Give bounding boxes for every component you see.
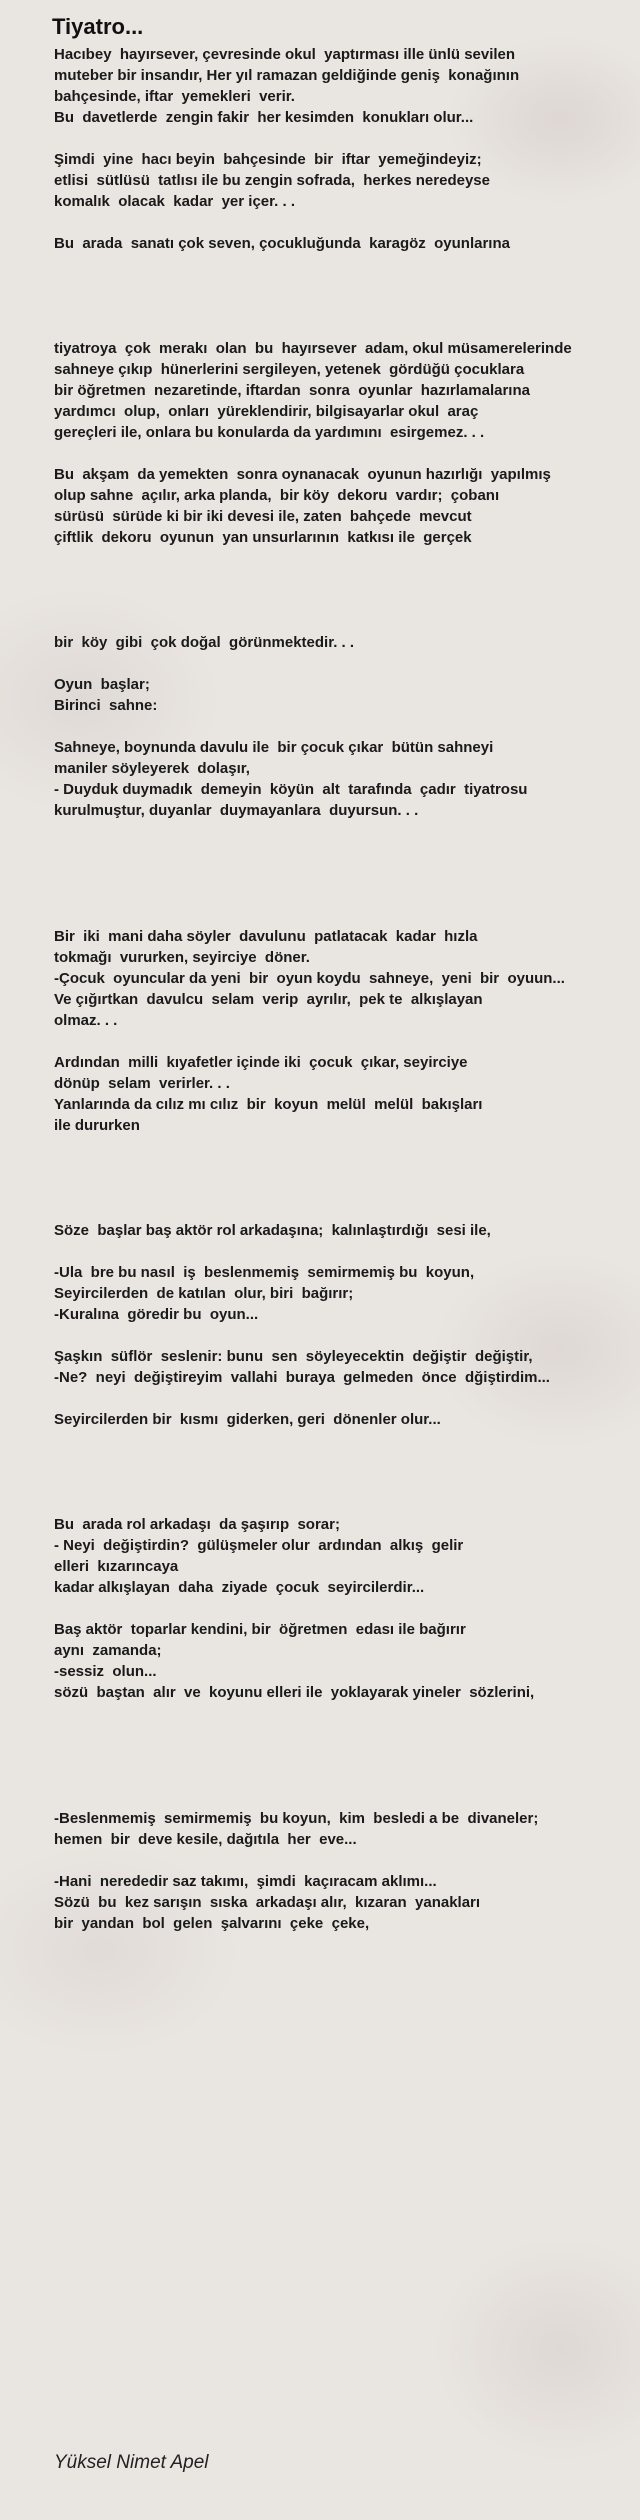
poem-line: Söze başlar baş aktör rol arkadaşına; kalınlaştırdığı sesi ile, <box>54 1222 491 1239</box>
poem-line: sözü baştan alır ve koyunu elleri ile yoklayarak yineler sözlerini, <box>54 1684 535 1701</box>
poem-line: kadar alkışlayan daha ziyade çocuk seyircilerdir... <box>54 1579 425 1596</box>
stanza-spacer <box>54 275 629 296</box>
poem-line: yardımcı olup, onları yüreklendirir, bilgisayarlar okul araç <box>54 403 479 420</box>
stanza-spacer <box>54 1451 629 1472</box>
poem-line: -Hani nerededir saz takımı, şimdi kaçıracam aklımı... <box>54 1873 437 1890</box>
stanza-spacer <box>54 1136 629 1157</box>
stanza-spacer <box>54 1787 629 1808</box>
poem-line: aynı zamanda; <box>54 1642 162 1659</box>
stanza-spacer <box>54 1724 629 1745</box>
poem-line: Seyircilerden bir kısmı giderken, geri dönenler olur... <box>54 1411 441 1428</box>
poem-line: sürüsü sürüde ki bir iki devesi ile, zaten bahçede mevcut <box>54 508 472 525</box>
stanza-spacer <box>54 1766 629 1787</box>
stanza-spacer <box>54 884 629 905</box>
poem-line: sahneye çıkıp hünerlerini sergileyen, yetenek gördüğü çocuklara <box>54 361 525 378</box>
poem-line: kurulmuştur, duyanlar duymayanlara duyursun. . . <box>54 802 419 819</box>
poem-line: -Ne? neyi değiştireyim vallahi buraya gelmeden önce dğiştirdim... <box>54 1369 550 1386</box>
poem-line: Birinci sahne: <box>54 697 158 714</box>
stanza-spacer <box>54 128 629 149</box>
poem-line: Hacıbey hayırsever, çevresinde okul yaptırması ille ünlü sevilen <box>54 46 516 63</box>
poem-line: -Kuralına göredir bu oyun... <box>54 1306 259 1323</box>
poem-line: -Çocuk oyuncular da yeni bir oyun koydu sahneye, yeni bir oyuun... <box>54 970 565 987</box>
stanza-spacer <box>54 569 629 590</box>
poem-line: Baş aktör toparlar kendini, bir öğretmen edası ile bağırır <box>54 1621 466 1638</box>
stanza-spacer <box>54 212 629 233</box>
poem-line: dönüp selam verirler. . . <box>54 1075 230 1092</box>
poem-line: Bu davetlerde zengin fakir her kesimden konukları olur... <box>54 109 474 126</box>
stanza-spacer <box>54 1157 629 1178</box>
poem-title: Tiyatro... <box>52 14 144 39</box>
stanza-spacer <box>54 611 629 632</box>
poem-line: Seyircilerden de katılan olur, biri bağırır; <box>54 1285 354 1302</box>
poem-line: Bu arada sanatı çok seven, çocukluğunda karagöz oyunlarına <box>54 235 510 252</box>
poem-line: olup sahne açılır, arka planda, bir köy dekoru vardır; çobanı <box>54 487 500 504</box>
poem-body <box>54 44 629 1934</box>
poem-line: Sözü bu kez sarışın sıska arkadaşı alır, kızaran yanakları <box>54 1894 481 1911</box>
poem-line: -sessiz olun... <box>54 1663 157 1680</box>
poem-line: bir yandan bol gelen şalvarını çeke çeke, <box>54 1915 370 1932</box>
stanza-spacer <box>54 1493 629 1514</box>
stanza-spacer <box>54 1745 629 1766</box>
poem-line: Sahneye, boynunda davulu ile bir çocuk çıkar bütün sahneyi <box>54 739 494 756</box>
poem-line: tiyatroya çok merakı olan bu hayırsever adam, okul müsamerelerinde <box>54 340 572 357</box>
poem-line: -Beslenmemiş semirmemiş bu koyun, kim besledi a be divaneler; <box>54 1810 539 1827</box>
poem-author: Yüksel Nimet Apel <box>54 2452 209 2473</box>
poem-line: maniler söyleyerek dolaşır, <box>54 760 250 777</box>
stanza-spacer <box>54 1850 629 1871</box>
poem-line: komalık olacak kadar yer içer. . . <box>54 193 295 210</box>
poem-line: Şaşkın süflör seslenir: bunu sen söyleyecektin değiştir değiştir, <box>54 1348 533 1365</box>
poem-line: Bu akşam da yemekten sonra oynanacak oyunun hazırlığı yapılmış <box>54 466 551 483</box>
stanza-spacer <box>54 1598 629 1619</box>
stanza-spacer <box>54 1430 629 1451</box>
stanza-spacer <box>54 1031 629 1052</box>
poem-line: bir öğretmen nezaretinde, iftardan sonra oyunlar hazırlamalarına <box>54 382 530 399</box>
stanza-spacer <box>54 1703 629 1724</box>
poem-line: - Duyduk duymadık demeyin köyün alt tarafında çadır tiyatrosu <box>54 781 528 798</box>
poem-line: elleri kızarıncaya <box>54 1558 179 1575</box>
poem-line: bahçesinde, iftar yemekleri verir. <box>54 88 295 105</box>
poem-line: -Ula bre bu nasıl iş beslenmemiş semirmemiş bu koyun, <box>54 1264 475 1281</box>
poem-line: - Neyi değiştirdin? gülüşmeler olur ardından alkış gelir <box>54 1537 464 1554</box>
poem-line: Ardından milli kıyafetler içinde iki çocuk çıkar, seyirciye <box>54 1054 468 1071</box>
stanza-spacer <box>54 1388 629 1409</box>
stanza-spacer <box>54 443 629 464</box>
stanza-spacer <box>54 254 629 275</box>
poem-line: muteber bir insandır, Her yıl ramazan geldiğinde geniş konağının <box>54 67 520 84</box>
stanza-spacer <box>54 716 629 737</box>
stanza-spacer <box>54 1178 629 1199</box>
stanza-spacer <box>54 317 629 338</box>
poem-line: Bu arada rol arkadaşı da şaşırıp sorar; <box>54 1516 340 1533</box>
poem-line: Yanlarında da cılız mı cılız bir koyun melül melül bakışları <box>54 1096 483 1113</box>
stanza-spacer <box>54 821 629 842</box>
stanza-spacer <box>54 653 629 674</box>
stanza-spacer <box>54 1241 629 1262</box>
stanza-spacer <box>54 548 629 569</box>
poem-line: Şimdi yine hacı beyin bahçesinde bir iftar yemeğindeyiz; <box>54 151 482 168</box>
poem-line: olmaz. . . <box>54 1012 118 1029</box>
poem-line: ile dururken <box>54 1117 140 1134</box>
stanza-spacer <box>54 842 629 863</box>
poem-line: tokmağı vururken, seyirciye döner. <box>54 949 310 966</box>
stanza-spacer <box>54 905 629 926</box>
poem-line: hemen bir deve kesile, dağıtıla her eve... <box>54 1831 357 1848</box>
stanza-spacer <box>54 1472 629 1493</box>
stanza-spacer <box>54 296 629 317</box>
poem-line: bir köy gibi çok doğal görünmektedir. . . <box>54 634 355 651</box>
stanza-spacer <box>54 1199 629 1220</box>
stanza-spacer <box>54 1325 629 1346</box>
stanza-spacer <box>54 590 629 611</box>
poem-line: etlisi sütlüsü tatlısı ile bu zengin sofrada, herkes neredeyse <box>54 172 490 189</box>
poem-line: gereçleri ile, onlara bu konularda da yardımını esirgemez. . . <box>54 424 485 441</box>
poem-line: Bir iki mani daha söyler davulunu patlatacak kadar hızla <box>54 928 478 945</box>
poem-line: Oyun başlar; <box>54 676 150 693</box>
poem-line: Ve çığırtkan davulcu selam verip ayrılır, pek te alkışlayan <box>54 991 483 1008</box>
stanza-spacer <box>54 863 629 884</box>
poem-line: çiftlik dekoru oyunun yan unsurlarının katkısı ile gerçek <box>54 529 472 546</box>
